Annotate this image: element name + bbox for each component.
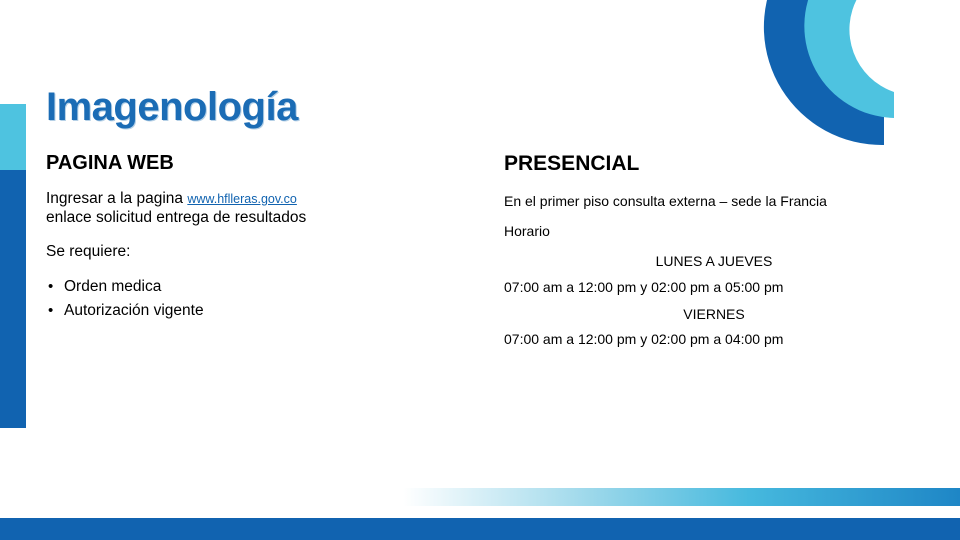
left-column-heading: PAGINA WEB xyxy=(46,152,174,174)
left-column xyxy=(46,152,466,323)
right-column-heading: PRESENCIAL xyxy=(504,152,640,175)
hospital-website-link[interactable]: www.hflleras.gov.co xyxy=(187,192,297,206)
location-text: En el primer piso consulta externa – sede la Francia xyxy=(504,193,827,209)
right-column xyxy=(504,152,924,357)
schedule-label: Horario xyxy=(504,223,550,240)
schedule-days-1: LUNES A JUEVES xyxy=(655,253,773,270)
bottom-solid-bar xyxy=(0,518,960,540)
web-instructions-suffix: enlace solicitud entrega de resultados xyxy=(46,209,307,227)
schedule-hours-2: 07:00 am a 12:00 pm y 02:00 pm a 04:00 pm xyxy=(504,330,784,347)
bottom-gradient-bar xyxy=(0,488,960,506)
left-accent-bar-dark xyxy=(0,170,26,428)
left-accent-bar-light xyxy=(0,104,26,170)
requirements-list xyxy=(46,275,466,323)
list-item: • Autorización vigente xyxy=(46,299,466,323)
web-instructions xyxy=(46,189,466,228)
schedule-days-2: VIERNES xyxy=(683,305,745,322)
list-item: • Orden medica xyxy=(46,275,466,299)
web-instructions-prefix: Ingresar a la pagina xyxy=(46,190,188,207)
page-title: Imagenología xyxy=(46,85,298,129)
schedule-hours-1: 07:00 am a 12:00 pm y 02:00 pm a 05:00 pm xyxy=(504,278,784,295)
requirements-label: Se requiere: xyxy=(46,242,131,260)
